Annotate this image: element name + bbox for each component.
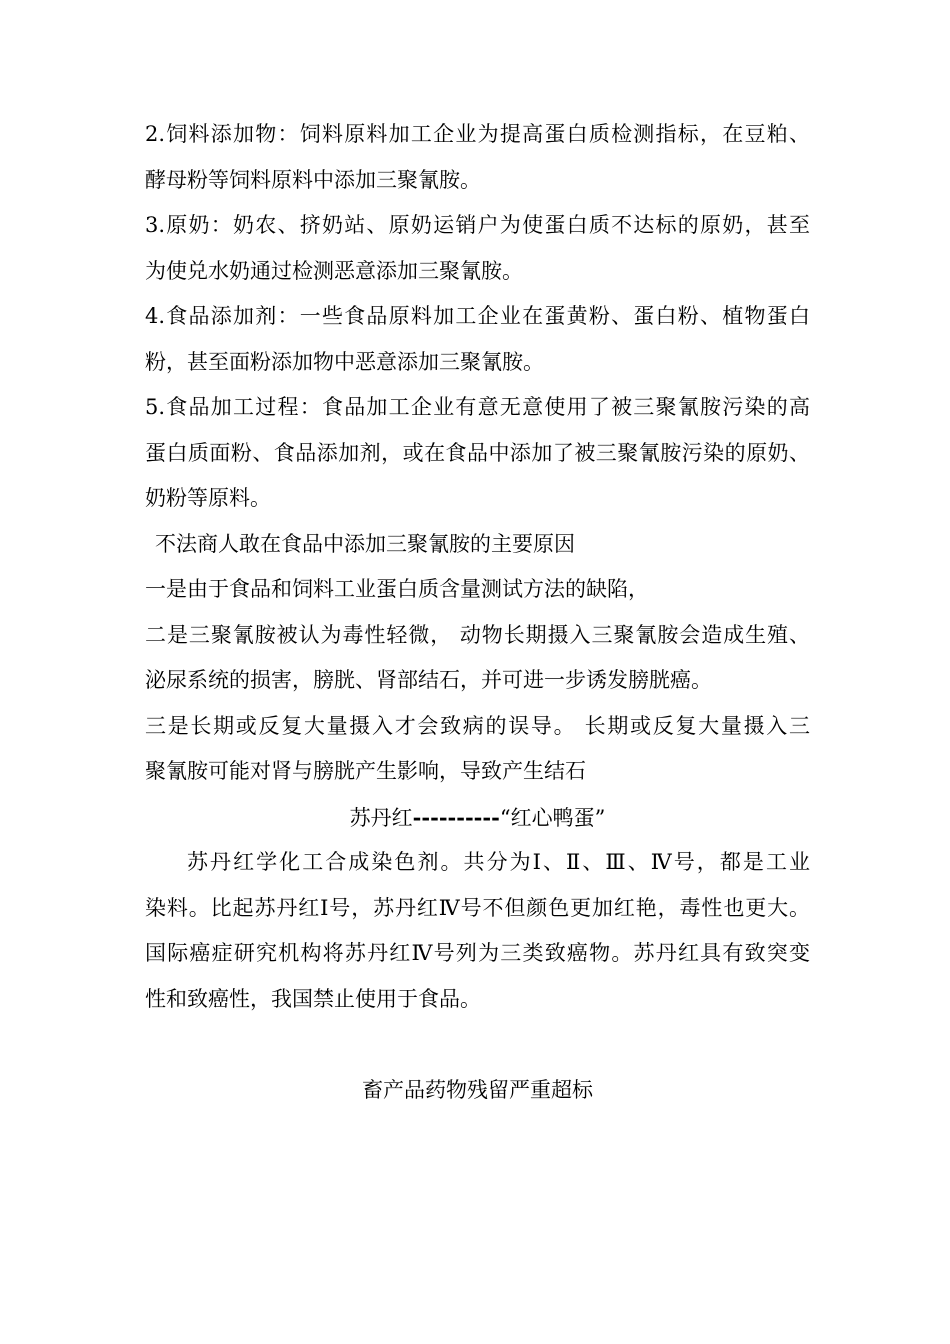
paragraph-reason-two (145, 613, 810, 704)
paragraph-food-processing (145, 385, 810, 522)
text-line: 聚氰胺可能对肾与膀胱产生影响，导致产生结石 (145, 759, 586, 783)
sudan-heading (145, 795, 810, 841)
text-line: 性和致癌性，我国禁止使用于食品。 (145, 986, 481, 1011)
text-line: 4.食品添加剂：一些食品原料加工企业在蛋黄粉、蛋白粉、植物蛋白 (145, 304, 810, 328)
text-line: 蛋白质面粉、食品添加剂，或在食品中添加了被三聚氰胺污染的原奶、 (145, 440, 810, 465)
paragraph-food-additive (145, 294, 810, 385)
sudan-heading-right: “红心鸭蛋” (499, 805, 606, 830)
paragraph-raw-milk (145, 203, 810, 294)
text-line: 三是长期或反复大量摄入才会致病的误导。 长期或反复大量摄入三 (145, 713, 810, 738)
text-line: 酵母粉等饲料原料中添加三聚氰胺。 (145, 167, 481, 192)
text-line: 染料。比起苏丹红Ⅰ号，苏丹红Ⅳ号不但颜色更加红艳，毒性也更大。 (145, 895, 810, 920)
text-line: 3.原奶：奶农、挤奶站、原奶运销户为使蛋白质不达标的原奶，甚至 (145, 213, 810, 237)
paragraph-feed-additive (145, 112, 810, 203)
sudan-heading-dashes: ---------- (412, 804, 500, 830)
paragraph-reason-three (145, 704, 810, 795)
residue-heading: 畜产品药物残留严重超标 (362, 1078, 593, 1102)
text-line: 苏丹红学化工合成染色剂。共分为Ⅰ、Ⅱ、Ⅲ、Ⅳ号，都是工业 (187, 850, 810, 874)
reasons-heading (145, 522, 810, 568)
spacer (145, 1022, 810, 1068)
sudan-heading-left: 苏丹红 (349, 805, 413, 830)
text-line: 5.食品加工过程：食品加工企业有意无意使用了被三聚氰胺污染的高 (145, 395, 810, 419)
text-line: 不法商人敢在食品中添加三聚氰胺的主要原因 (155, 531, 575, 556)
text-line: 一是由于食品和饲料工业蛋白质含量测试方法的缺陷， (145, 577, 649, 601)
document-page (145, 112, 810, 1114)
text-line: 奶粉等原料。 (145, 486, 271, 510)
paragraph-sudan-red (145, 840, 810, 1022)
text-line: 泌尿系统的损害，膀胱、肾部结石，并可进一步诱发膀胱癌。 (145, 668, 712, 692)
text-line: 粉，甚至面粉添加物中恶意添加三聚氰胺。 (145, 349, 544, 374)
text-line: 二是三聚氰胺被认为毒性轻微， 动物长期摄入三聚氰胺会造成生殖、 (145, 622, 810, 647)
text-line: 为使兑水奶通过检测恶意添加三聚氰胺。 (145, 258, 523, 283)
paragraph-reason-one (145, 567, 810, 613)
text-line: 国际癌症研究机构将苏丹红Ⅳ号列为三类致癌物。苏丹红具有致突变 (145, 941, 810, 965)
text-line: 2.饲料添加物：饲料原料加工企业为提高蛋白质检测指标，在豆粕、 (145, 122, 810, 146)
